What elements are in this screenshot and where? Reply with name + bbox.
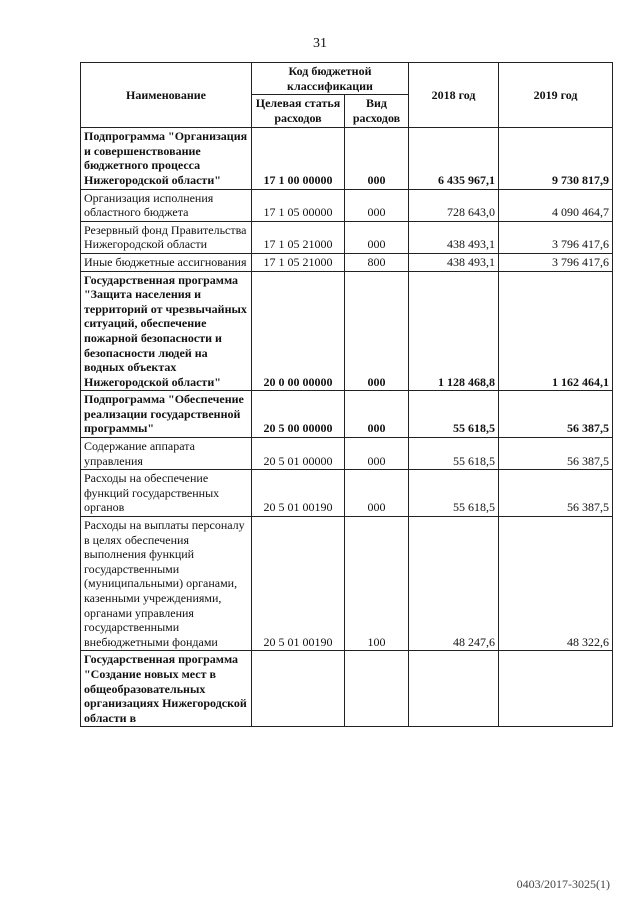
header-name: Наименование [81,63,252,128]
row-name-cell: Государственная программа "Защита населения и территорий от чрезвычайных ситуаций, обеспечение пожарной безопасности и безопасности людей на водных объектах Нижегородской области" [81,271,252,391]
row-2018-value-cell: 48 247,6 [409,517,499,651]
row-2018-value-cell: 55 618,5 [409,438,499,470]
row-name-cell: Подпрограмма "Организация и совершенствование бюджетного процесса Нижегородской области" [81,128,252,189]
row-expense-kind-cell: 000 [345,271,409,391]
row-2018-value-cell: 1 128 468,8 [409,271,499,391]
row-name-cell: Резервный фонд Правительства Нижегородской области [81,221,252,253]
row-expense-kind-cell: 000 [345,470,409,517]
table-body [81,128,613,727]
row-expense-kind-cell: 000 [345,189,409,221]
row-2019-value-cell: 1 162 464,1 [499,271,613,391]
row-target-article-cell: 17 1 00 00000 [252,128,345,189]
row-name-cell: Расходы на выплаты персоналу в целях обеспечения выполнения функций государственными (муниципальными) органами, казенными учреждениями, органами управления государственными внебюджетными фондами [81,517,252,651]
row-2019-value-cell: 56 387,5 [499,470,613,517]
row-2019-value-cell: 56 387,5 [499,438,613,470]
row-expense-kind-cell [345,651,409,727]
row-name-cell: Государственная программа "Создание новых мест в общеобразовательных организациях Нижегородской области в [81,651,252,727]
row-2019-value-cell [499,651,613,727]
row-2018-value-cell: 6 435 967,1 [409,128,499,189]
table-row [81,517,613,651]
table-header [81,63,613,128]
row-2018-value-cell: 438 493,1 [409,253,499,271]
row-expense-kind-cell: 000 [345,391,409,438]
header-target-article: Целевая статья расходов [252,95,345,128]
row-2019-value-cell: 56 387,5 [499,391,613,438]
table-row [81,271,613,391]
table-row [81,470,613,517]
row-target-article-cell: 17 1 05 00000 [252,189,345,221]
table-row [81,221,613,253]
row-2019-value-cell: 9 730 817,9 [499,128,613,189]
row-2018-value-cell: 55 618,5 [409,470,499,517]
row-target-article-cell: 20 5 01 00190 [252,517,345,651]
row-expense-kind-cell: 000 [345,221,409,253]
row-expense-kind-cell: 100 [345,517,409,651]
row-target-article-cell: 17 1 05 21000 [252,221,345,253]
row-2018-value-cell: 728 643,0 [409,189,499,221]
row-2019-value-cell: 3 796 417,6 [499,221,613,253]
table-row [81,651,613,727]
row-name-cell: Иные бюджетные ассигнования [81,253,252,271]
page-number: 31 [313,36,327,51]
row-expense-kind-cell: 000 [345,438,409,470]
header-code-group: Код бюджетной классификации [252,63,409,95]
row-2019-value-cell: 4 090 464,7 [499,189,613,221]
row-name-cell: Организация исполнения областного бюджета [81,189,252,221]
row-target-article-cell: 20 5 01 00000 [252,438,345,470]
table-row [81,391,613,438]
row-target-article-cell: 20 0 00 00000 [252,271,345,391]
row-expense-kind-cell: 000 [345,128,409,189]
row-2018-value-cell [409,651,499,727]
row-target-article-cell [252,651,345,727]
header-2018: 2018 год [409,63,499,128]
document-code: 0403/2017-3025(1) [516,877,610,891]
row-2019-value-cell: 3 796 417,6 [499,253,613,271]
row-name-cell: Содержание аппарата управления [81,438,252,470]
row-target-article-cell: 20 5 00 00000 [252,391,345,438]
row-name-cell: Расходы на обеспечение функций государственных органов [81,470,252,517]
table-row [81,438,613,470]
row-2018-value-cell: 55 618,5 [409,391,499,438]
header-expense-kind: Вид расходов [345,95,409,128]
row-target-article-cell: 17 1 05 21000 [252,253,345,271]
row-target-article-cell: 20 5 01 00190 [252,470,345,517]
row-name-cell: Подпрограмма "Обеспечение реализации государственной программы" [81,391,252,438]
table-row [81,189,613,221]
row-2019-value-cell: 48 322,6 [499,517,613,651]
table-row [81,253,613,271]
table-row [81,128,613,189]
row-2018-value-cell: 438 493,1 [409,221,499,253]
row-expense-kind-cell: 800 [345,253,409,271]
budget-table [80,62,613,727]
header-2019: 2019 год [499,63,613,128]
